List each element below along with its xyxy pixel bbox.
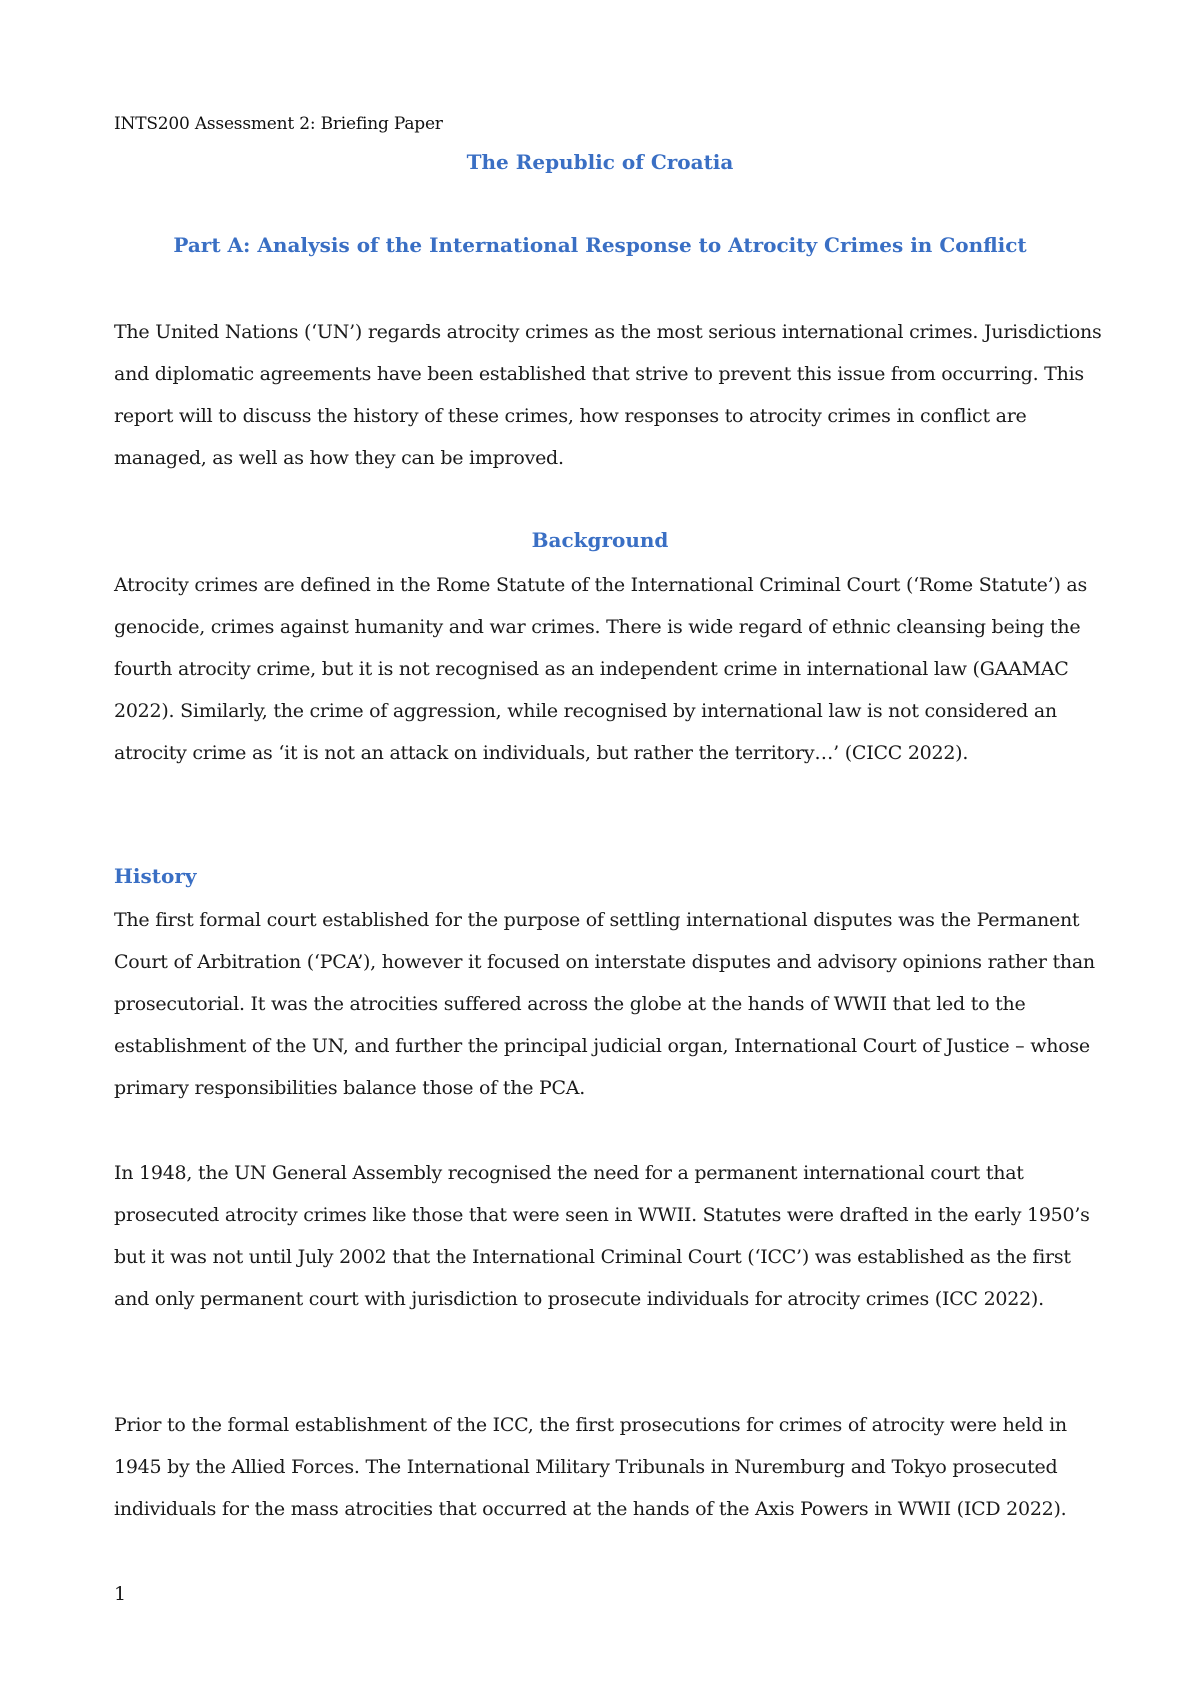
course-header: INTS200 Assessment 2: Briefing Paper bbox=[114, 114, 443, 134]
history-paragraph-2: In 1948, the UN General Assembly recognised the need for a permanent international court that prosecuted atrocity crimes like those that were seen in WWII. Statutes were drafted in the early 1950’s but it was not until July 2002 that the International Criminal Court (‘ICC’) was established as the first and only permanent court with jurisdiction to prosecute individuals for atrocity crimes (ICC 2022). bbox=[114, 1162, 1090, 1310]
history-heading: History bbox=[114, 864, 197, 888]
page-number: 1 bbox=[114, 1583, 127, 1605]
document-title: The Republic of Croatia bbox=[466, 150, 734, 174]
background-paragraph: Atrocity crimes are defined in the Rome Statute of the International Criminal Court (‘Rome Statute’) as genocide, crimes against humanity and war crimes. There is wide regard of ethnic cleansing being the fourth atrocity crime, but it is not recognised as an independent crime in international law (GAAMAC 2022). Similarly, the crime of aggression, while recognised by international law is not considered an atrocity crime as ‘it is not an attack on individuals, but rather the territory…’ (CICC 2022). bbox=[114, 574, 1087, 764]
history-paragraph-1: The first formal court established for the purpose of settling international disputes was the Permanent Court of Arbitration (‘PCA’), however it focused on interstate disputes and advisory opinions rather than prosecutorial. It was the atrocities suffered across the globe at the hands of WWII that led to the establishment of the UN, and further the principal judicial organ, International Court of Justice – whose primary responsibilities balance those of the PCA. bbox=[114, 909, 1095, 1099]
background-heading: Background bbox=[531, 528, 669, 552]
history-paragraph-3: Prior to the formal establishment of the ICC, the first prosecutions for crimes of atrocity were held in 1945 by the Allied Forces. The International Military Tribunals in Nuremburg and Tokyo prosecuted individuals for the mass atrocities that occurred at the hands of the Axis Powers in WWII (ICD 2022). bbox=[114, 1414, 1067, 1520]
intro-paragraph: The United Nations (‘UN’) regards atrocity crimes as the most serious international crimes. Jurisdictions and diplomatic agreements have been established that strive to prevent this issue from occurring. This report will to discuss the history of these crimes, how responses to atrocity crimes in conflict are managed, as well as how they can be improved. bbox=[114, 321, 1102, 469]
document-subtitle: Part A: Analysis of the International Response to Atrocity Crimes in Conflict bbox=[173, 233, 1027, 257]
